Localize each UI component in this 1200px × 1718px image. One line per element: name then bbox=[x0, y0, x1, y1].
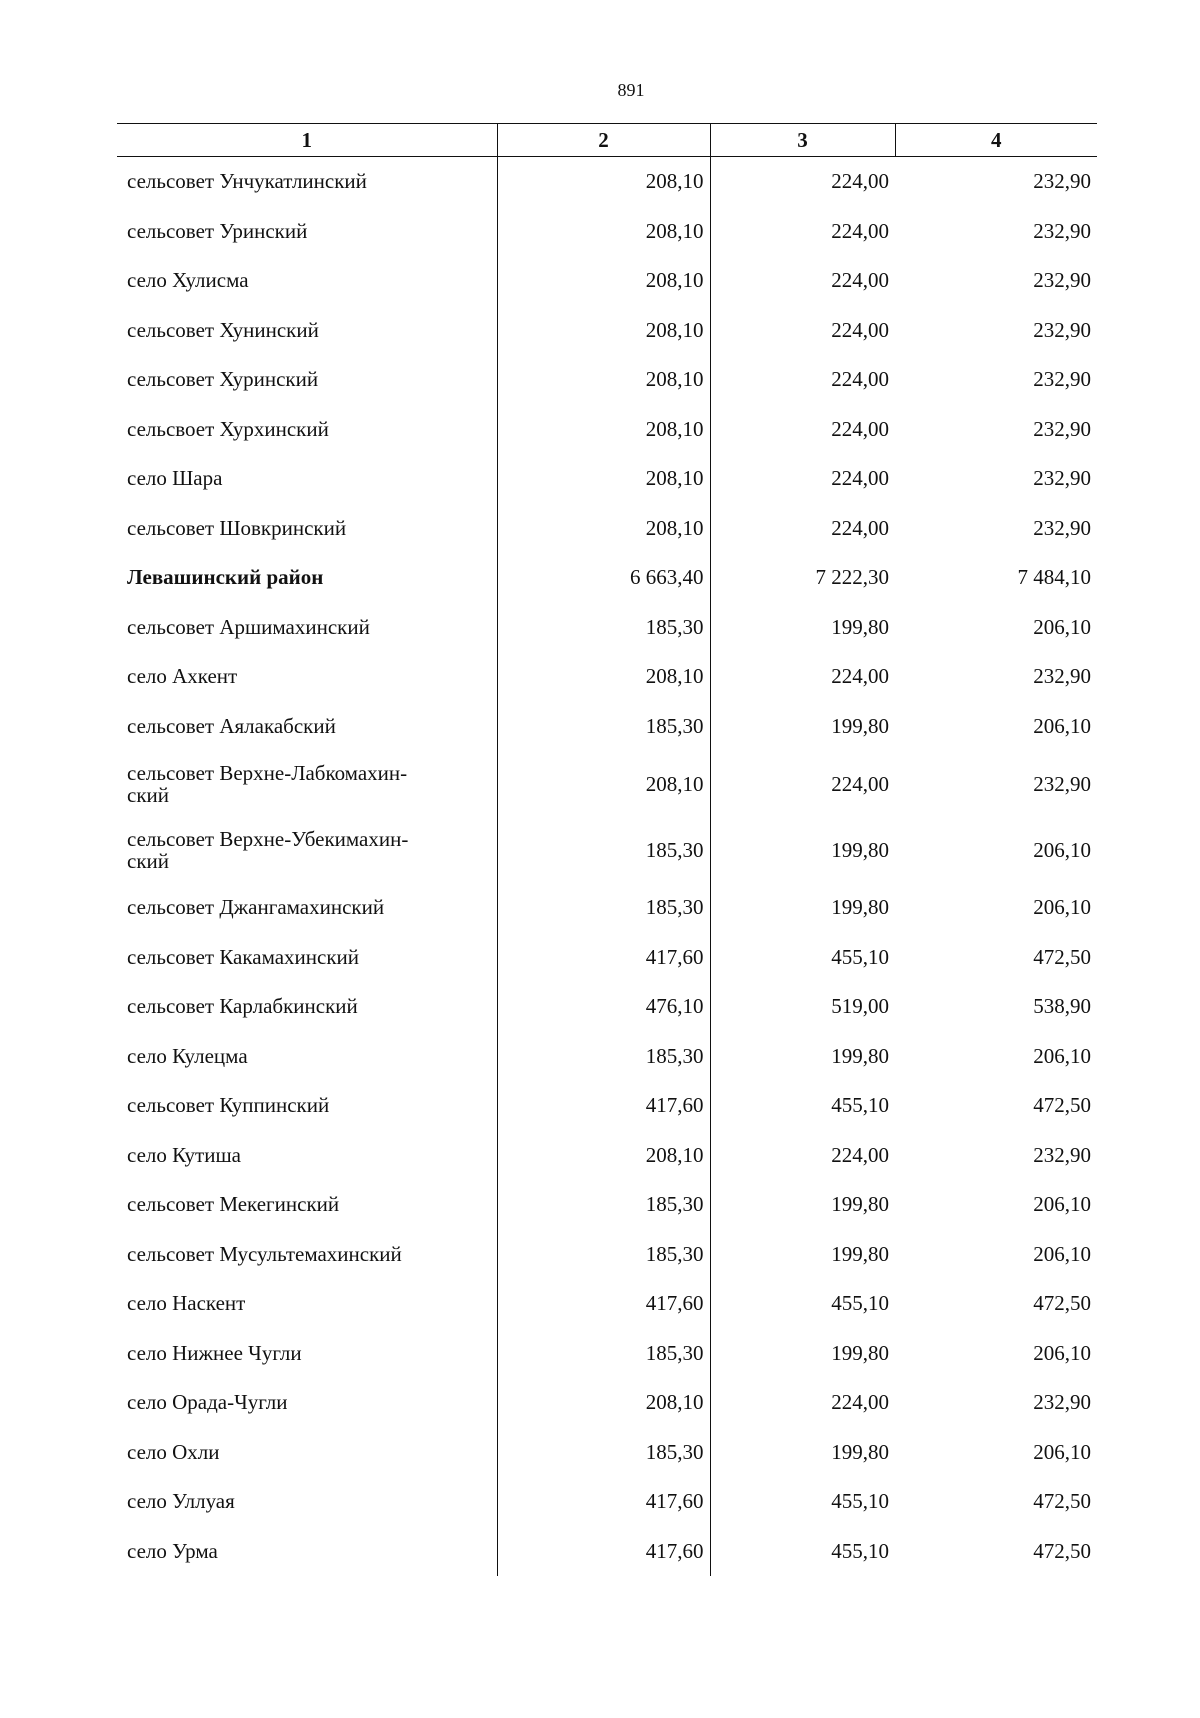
row-value-4: 538,90 bbox=[1033, 994, 1091, 1019]
table-row bbox=[117, 1032, 1097, 1082]
row-name: сельсовет Уринский bbox=[127, 218, 308, 243]
row-value-3: 224,00 bbox=[710, 207, 895, 257]
table-row bbox=[117, 1428, 1097, 1478]
table-row bbox=[117, 1131, 1097, 1181]
row-name: село Орада-Чугли bbox=[127, 1390, 288, 1415]
table-row bbox=[117, 157, 1097, 207]
row-name bbox=[117, 751, 497, 817]
row-value-3: 224,00 bbox=[710, 157, 895, 207]
row-value-4: 472,50 bbox=[1033, 1093, 1091, 1118]
row-value-2: 476,10 bbox=[497, 982, 710, 1032]
row-value-2: 6 663,40 bbox=[497, 553, 710, 603]
row-value-3: 7 222,30 bbox=[710, 553, 895, 603]
row-value-4: 472,50 bbox=[1033, 1538, 1091, 1563]
row-value-2: 185,30 bbox=[497, 1180, 710, 1230]
row-value-3: 224,00 bbox=[710, 1378, 895, 1428]
row-value-2: 208,10 bbox=[497, 751, 710, 817]
row-value-3: 224,00 bbox=[710, 355, 895, 405]
table-row bbox=[117, 1527, 1097, 1577]
row-value-2: 185,30 bbox=[497, 817, 710, 883]
header-row bbox=[117, 124, 1097, 157]
table-row bbox=[117, 1329, 1097, 1379]
page-number: 891 bbox=[617, 80, 645, 100]
row-value-4: 206,10 bbox=[1033, 1043, 1091, 1068]
row-value-4: 232,90 bbox=[1033, 1390, 1091, 1415]
row-value-4: 232,90 bbox=[1033, 466, 1091, 491]
row-value-2: 208,10 bbox=[497, 652, 710, 702]
table-row bbox=[117, 1378, 1097, 1428]
row-value-2: 185,30 bbox=[497, 702, 710, 752]
row-value-2: 208,10 bbox=[497, 1378, 710, 1428]
row-value-4: 232,90 bbox=[1033, 771, 1091, 796]
table-row bbox=[117, 1279, 1097, 1329]
row-value-4: 206,10 bbox=[1033, 895, 1091, 920]
table-row bbox=[117, 817, 1097, 883]
row-value-3: 199,80 bbox=[710, 702, 895, 752]
table-body bbox=[117, 157, 1097, 1577]
row-value-3: 199,80 bbox=[710, 603, 895, 653]
row-value-4: 232,90 bbox=[1033, 1142, 1091, 1167]
row-value-4: 7 484,10 bbox=[1017, 565, 1091, 590]
row-value-3: 455,10 bbox=[710, 1081, 895, 1131]
table-row bbox=[117, 1477, 1097, 1527]
row-name: село Хулисма bbox=[127, 268, 249, 293]
row-value-4: 232,90 bbox=[1033, 416, 1091, 441]
row-name bbox=[117, 817, 497, 883]
table-row bbox=[117, 256, 1097, 306]
row-value-4: 472,50 bbox=[1033, 1291, 1091, 1316]
table-row bbox=[117, 982, 1097, 1032]
row-value-3: 455,10 bbox=[710, 1527, 895, 1577]
row-name: сельсвоет Хурхинский bbox=[127, 416, 329, 441]
row-value-3: 199,80 bbox=[710, 1428, 895, 1478]
row-value-4: 472,50 bbox=[1033, 1489, 1091, 1514]
row-value-3: 199,80 bbox=[710, 817, 895, 883]
row-value-2: 417,60 bbox=[497, 1477, 710, 1527]
row-name: село Ахкент bbox=[127, 664, 238, 689]
row-name: сельсовет Шовкринский bbox=[127, 515, 347, 540]
row-name: село Нижнее Чугли bbox=[127, 1340, 302, 1365]
row-value-2: 417,60 bbox=[497, 933, 710, 983]
row-value-4: 206,10 bbox=[1033, 713, 1091, 738]
row-value-4: 232,90 bbox=[1033, 664, 1091, 689]
row-value-3: 224,00 bbox=[710, 652, 895, 702]
row-name: сельсовет Хунинский bbox=[127, 317, 319, 342]
row-name: село Уллуая bbox=[127, 1489, 235, 1514]
column-header-1: 1 bbox=[117, 124, 497, 157]
row-value-4: 206,10 bbox=[1033, 1439, 1091, 1464]
row-value-2: 417,60 bbox=[497, 1279, 710, 1329]
column-header-3: 3 bbox=[710, 124, 895, 157]
row-name: село Охли bbox=[127, 1439, 220, 1464]
row-value-4: 232,90 bbox=[1033, 317, 1091, 342]
row-value-2: 417,60 bbox=[497, 1527, 710, 1577]
row-value-3: 199,80 bbox=[710, 1230, 895, 1280]
row-name: село Урма bbox=[127, 1538, 218, 1563]
row-value-4: 232,90 bbox=[1033, 218, 1091, 243]
row-name: сельсовет Какамахинский bbox=[127, 944, 360, 969]
row-value-4: 206,10 bbox=[1033, 1340, 1091, 1365]
row-name: сельсовет Мекегинский bbox=[127, 1192, 340, 1217]
row-name: сельсовет Куппинский bbox=[127, 1093, 330, 1118]
row-name: сельсовет Мусультемахинский bbox=[127, 1241, 402, 1266]
row-value-3: 224,00 bbox=[710, 504, 895, 554]
row-value-2: 208,10 bbox=[497, 504, 710, 554]
row-name: сельсовет Аршимахинский bbox=[127, 614, 370, 639]
row-value-2: 185,30 bbox=[497, 603, 710, 653]
table-row bbox=[117, 1081, 1097, 1131]
row-value-2: 208,10 bbox=[497, 256, 710, 306]
row-name: сельсовет Хуринский bbox=[127, 367, 319, 392]
table-row bbox=[117, 504, 1097, 554]
row-name-line-1: сельсовет Верхне-Убекимахин- bbox=[127, 827, 409, 851]
data-table-container bbox=[117, 123, 1097, 1576]
district-total-row bbox=[117, 553, 1097, 603]
row-value-3: 224,00 bbox=[710, 1131, 895, 1181]
row-name: сельсовет Карлабкинский bbox=[127, 994, 358, 1019]
row-value-2: 185,30 bbox=[497, 1230, 710, 1280]
table-row bbox=[117, 652, 1097, 702]
column-header-2: 2 bbox=[497, 124, 710, 157]
table-row bbox=[117, 207, 1097, 257]
row-value-3: 224,00 bbox=[710, 306, 895, 356]
row-name: село Кулецма bbox=[127, 1043, 248, 1068]
row-value-4: 232,90 bbox=[1033, 169, 1091, 194]
row-value-2: 208,10 bbox=[497, 1131, 710, 1181]
row-value-2: 417,60 bbox=[497, 1081, 710, 1131]
row-value-4: 206,10 bbox=[1033, 837, 1091, 862]
row-name-line-2: ский bbox=[127, 783, 169, 807]
row-value-2: 208,10 bbox=[497, 454, 710, 504]
table-row bbox=[117, 306, 1097, 356]
table-header bbox=[117, 124, 1097, 157]
row-value-2: 208,10 bbox=[497, 157, 710, 207]
row-value-2: 208,10 bbox=[497, 306, 710, 356]
row-value-2: 208,10 bbox=[497, 207, 710, 257]
table-row bbox=[117, 751, 1097, 817]
table-row bbox=[117, 1180, 1097, 1230]
district-name: Левашинский район bbox=[127, 565, 324, 590]
row-value-3: 199,80 bbox=[710, 1329, 895, 1379]
row-value-4: 472,50 bbox=[1033, 944, 1091, 969]
table-row bbox=[117, 355, 1097, 405]
row-name: сельсовет Унчукатлинский bbox=[127, 169, 367, 194]
row-name: село Наскент bbox=[127, 1291, 246, 1316]
row-value-2: 185,30 bbox=[497, 1032, 710, 1082]
table-row bbox=[117, 1230, 1097, 1280]
row-value-3: 199,80 bbox=[710, 1180, 895, 1230]
row-value-2: 185,30 bbox=[497, 883, 710, 933]
row-name-line-1: сельсовет Верхне-Лабкомахин- bbox=[127, 761, 408, 785]
row-value-4: 206,10 bbox=[1033, 1241, 1091, 1266]
table-row bbox=[117, 454, 1097, 504]
row-value-2: 208,10 bbox=[497, 405, 710, 455]
row-value-3: 224,00 bbox=[710, 256, 895, 306]
row-value-4: 232,90 bbox=[1033, 367, 1091, 392]
row-name: сельсовет Джангамахинский bbox=[127, 895, 385, 920]
row-value-4: 232,90 bbox=[1033, 268, 1091, 293]
table-row bbox=[117, 603, 1097, 653]
row-value-3: 455,10 bbox=[710, 933, 895, 983]
table-row bbox=[117, 883, 1097, 933]
data-table bbox=[117, 123, 1097, 1576]
table-row bbox=[117, 702, 1097, 752]
row-value-3: 224,00 bbox=[710, 751, 895, 817]
row-value-3: 199,80 bbox=[710, 883, 895, 933]
table-row bbox=[117, 933, 1097, 983]
row-value-3: 455,10 bbox=[710, 1477, 895, 1527]
row-name: сельсовет Аялакабский bbox=[127, 713, 336, 738]
row-value-4: 232,90 bbox=[1033, 515, 1091, 540]
row-name: село Шара bbox=[127, 466, 223, 491]
row-value-3: 519,00 bbox=[710, 982, 895, 1032]
row-value-4: 206,10 bbox=[1033, 1192, 1091, 1217]
row-name-line-2: ский bbox=[127, 849, 169, 873]
row-name: село Кутиша bbox=[127, 1142, 241, 1167]
table-row bbox=[117, 405, 1097, 455]
row-value-2: 185,30 bbox=[497, 1428, 710, 1478]
row-value-2: 208,10 bbox=[497, 355, 710, 405]
row-value-2: 185,30 bbox=[497, 1329, 710, 1379]
row-value-3: 224,00 bbox=[710, 454, 895, 504]
row-value-4: 206,10 bbox=[1033, 614, 1091, 639]
row-value-3: 199,80 bbox=[710, 1032, 895, 1082]
column-header-4: 4 bbox=[895, 124, 1097, 157]
row-value-3: 224,00 bbox=[710, 405, 895, 455]
row-value-3: 455,10 bbox=[710, 1279, 895, 1329]
